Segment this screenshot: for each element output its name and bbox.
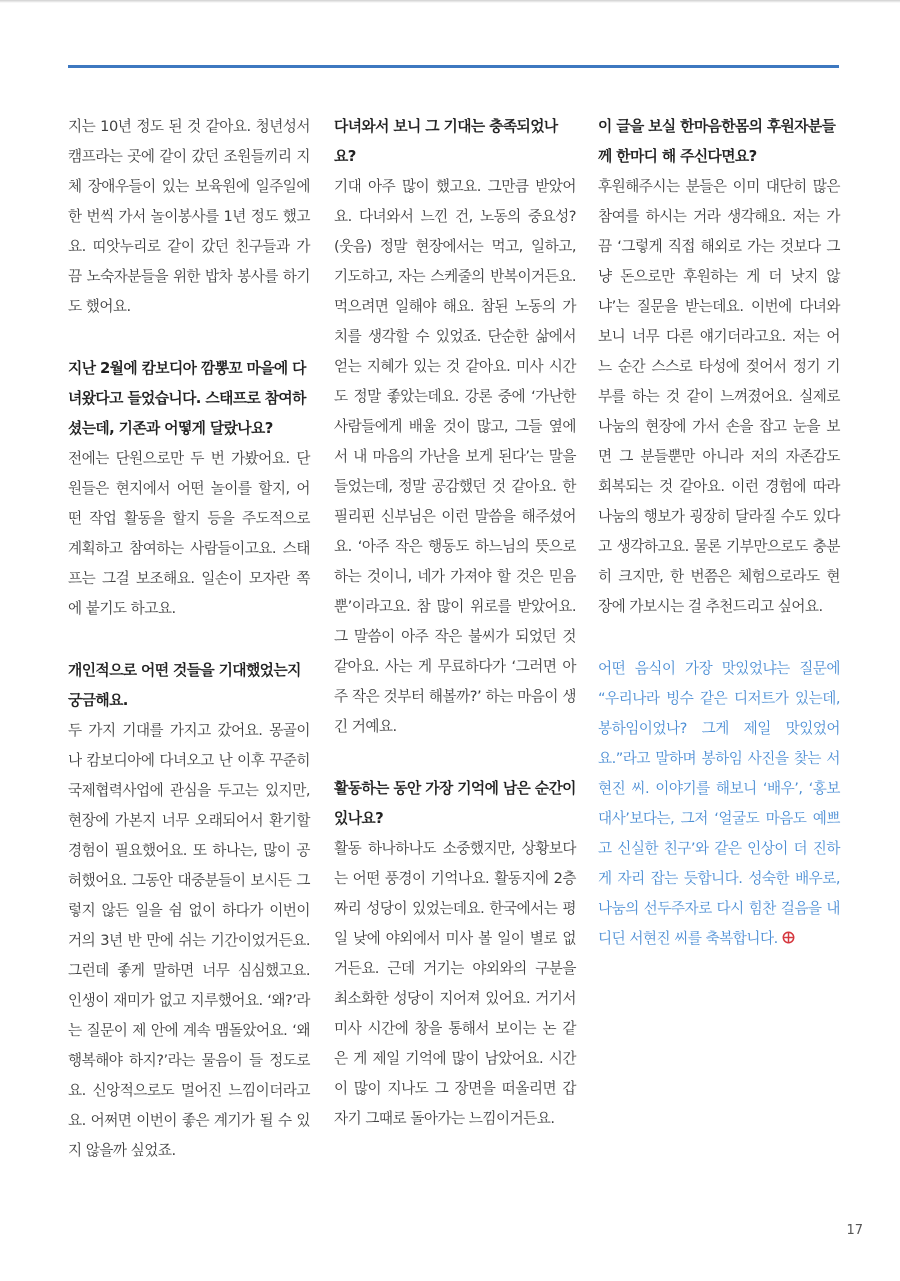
question-heading: 지난 2월에 캄보디아 깜뽕꼬 마을에 다녀왔다고 들었습니다. 스태프로 참여하셨는데, 기존과 어떻게 달랐나요?	[68, 360, 306, 437]
question-heading: 다녀와서 보니 그 기대는 충족되었나요?	[334, 118, 558, 165]
page-number: 17	[846, 1223, 863, 1238]
question-heading: 개인적으로 어떤 것들을 기대했었는지 궁금해요.	[68, 662, 301, 709]
question-heading: 활동하는 동안 가장 기억에 남은 순간이 있나요?	[334, 780, 576, 827]
closing-text: 어떤 음식이 가장 맛있었냐는 질문에 “우리나라 빙수 같은 디저트가 있는데, 봉하임이었나? 그게 제일 맛있었어요.”라고 말하며 봉하임 사진을 찾는 서현진 씨. 이야기를 해보니 ‘배우’, ‘홍보대사’보다는, 그저 ‘얼굴도 마음도 예쁘고 신실한 친구’와 같은 인상이 더 진하게 자리 잡는 듯합니다. 성숙한 배우로, 나눔의 선두주자로 다시 힘찬 걸음을 내디딘 서현진 씨를 축복합니다.	[598, 660, 840, 947]
answer-paragraph: 전에는 단원으로만 두 번 가봤어요. 단원들은 현지에서 어떤 놀이를 할지, 어떤 작업 활동을 할지 등을 주도적으로 계획하고 참여하는 사람들이고요. 스태프는 그걸 보조해요. 일손이 모자란 쪽에 붙기도 하고요.	[68, 450, 310, 617]
answer-paragraph: 두 가지 기대를 가지고 갔어요. 몽골이나 캄보디아에 다녀오고 난 이후 꾸준히 국제협력사업에 관심을 두고는 있지만, 현장에 가본지 너무 오래되어서 환기할 경험이 필요했어요. 또 하나는, 많이 공허했어요. 그동안 대중분들이 보시든 그렇지 않든 일을 쉼 없이 하다가 이번이 거의 3년 반 만에 쉬는 기간이었거든요. 그런데 좋게 말하면 너무 심심했고요. 인생이 재미가 없고 지루했어요. ‘왜?’라는 질문이 제 안에 계속 맴돌았어요. ‘왜 행복해야 하지?’라는 물음이 들 정도로요. 신앙적으로도 멀어진 느낌이더라고요. 어쩌면 이번이 좋은 계기가 될 수 있지 않을까 싶었죠.	[68, 722, 310, 1159]
header-rule	[68, 65, 839, 68]
column-3	[598, 112, 840, 954]
answer-paragraph: 활동 하나하나도 소중했지만, 상황보다는 어떤 풍경이 기억나요. 활동지에 2층짜리 성당이 있었는데요. 한국에서는 평일 낮에 야외에서 미사 볼 일이 별로 없거든요. 근데 거기는 야외와의 구분을 최소화한 성당이 지어져 있어요. 거기서 미사 시간에 창을 통해서 보이는 논 같은 게 제일 기억에 많이 남았어요. 시간이 많이 지나도 그 장면을 떠올리면 갑자기 그때로 돌아가는 느낌이거든요.	[334, 840, 576, 1127]
page-top-edge	[0, 0, 900, 3]
answer-paragraph: 후원해주시는 분들은 이미 대단히 많은 참여를 하시는 거라 생각해요. 저는 가끔 ‘그렇게 직접 해외로 가는 것보다 그냥 돈으로만 후원하는 게 더 낫지 않냐’는 질문을 받는데요. 이번에 다녀와 보니 너무 다른 얘기더라고요. 저는 어느 순간 스스로 타성에 젖어서 정기 기부를 하는 것 같이 느껴졌어요. 실제로 나눔의 현장에 가서 손을 잡고 눈을 보면 그 분들뿐만 아니라 저의 자존감도 회복되는 것 같아요. 이런 경험에 따라 나눔의 행보가 굉장히 달라질 수도 있다고 생각하고요. 물론 기부만으로도 충분히 크지만, 한 번쯤은 체험으로라도 현장에 가보시는 걸 추천드리고 싶어요.	[598, 178, 840, 615]
answer-paragraph: 지는 10년 정도 된 것 같아요. 청년성서캠프라는 곳에 같이 갔던 조원들끼리 지체 장애우들이 있는 보육원에 일주일에 한 번씩 가서 놀이봉사를 1년 정도 했고요. 띠앗누리로 같이 갔던 친구들과 가끔 노숙자분들을 위한 밥차 봉사를 하기도 했어요.	[68, 118, 310, 315]
circled-cross-icon	[782, 931, 795, 944]
closing-paragraph	[598, 654, 840, 954]
column-2	[334, 112, 576, 1134]
column-1	[68, 112, 310, 1166]
question-heading: 이 글을 보실 한마음한몸의 후원자분들께 한마디 해 주신다면요?	[598, 118, 836, 165]
answer-paragraph: 기대 아주 많이 했고요. 그만큼 받았어요. 다녀와서 느낀 건, 노동의 중요성? (웃음) 정말 현장에서는 먹고, 일하고, 기도하고, 자는 스케줄의 반복이거든요. 먹으려면 일해야 해요. 참된 노동의 가치를 생각할 수 있었죠. 단순한 삶에서 얻는 지혜가 있는 것 같아요. 미사 시간도 정말 좋았는데요. 강론 중에 ‘가난한 사람들에게 배울 것이 많고, 그들 옆에서 내 마음의 가난을 보게 된다’는 말을 들었는데, 정말 공감했던 것 같아요. 한 필리핀 신부님은 이런 말씀을 해주셨어요. ‘아주 작은 행동도 하느님의 뜻으로 하는 것이니, 네가 가져야 할 것은 믿음뿐’이라고요. 참 많이 위로를 받았어요. 그 말씀이 아주 작은 불씨가 되었던 것 같아요. 사는 게 무료하다가 ‘그러면 아주 작은 것부터 해볼까?’ 하는 마음이 생긴 거예요.	[334, 178, 576, 735]
